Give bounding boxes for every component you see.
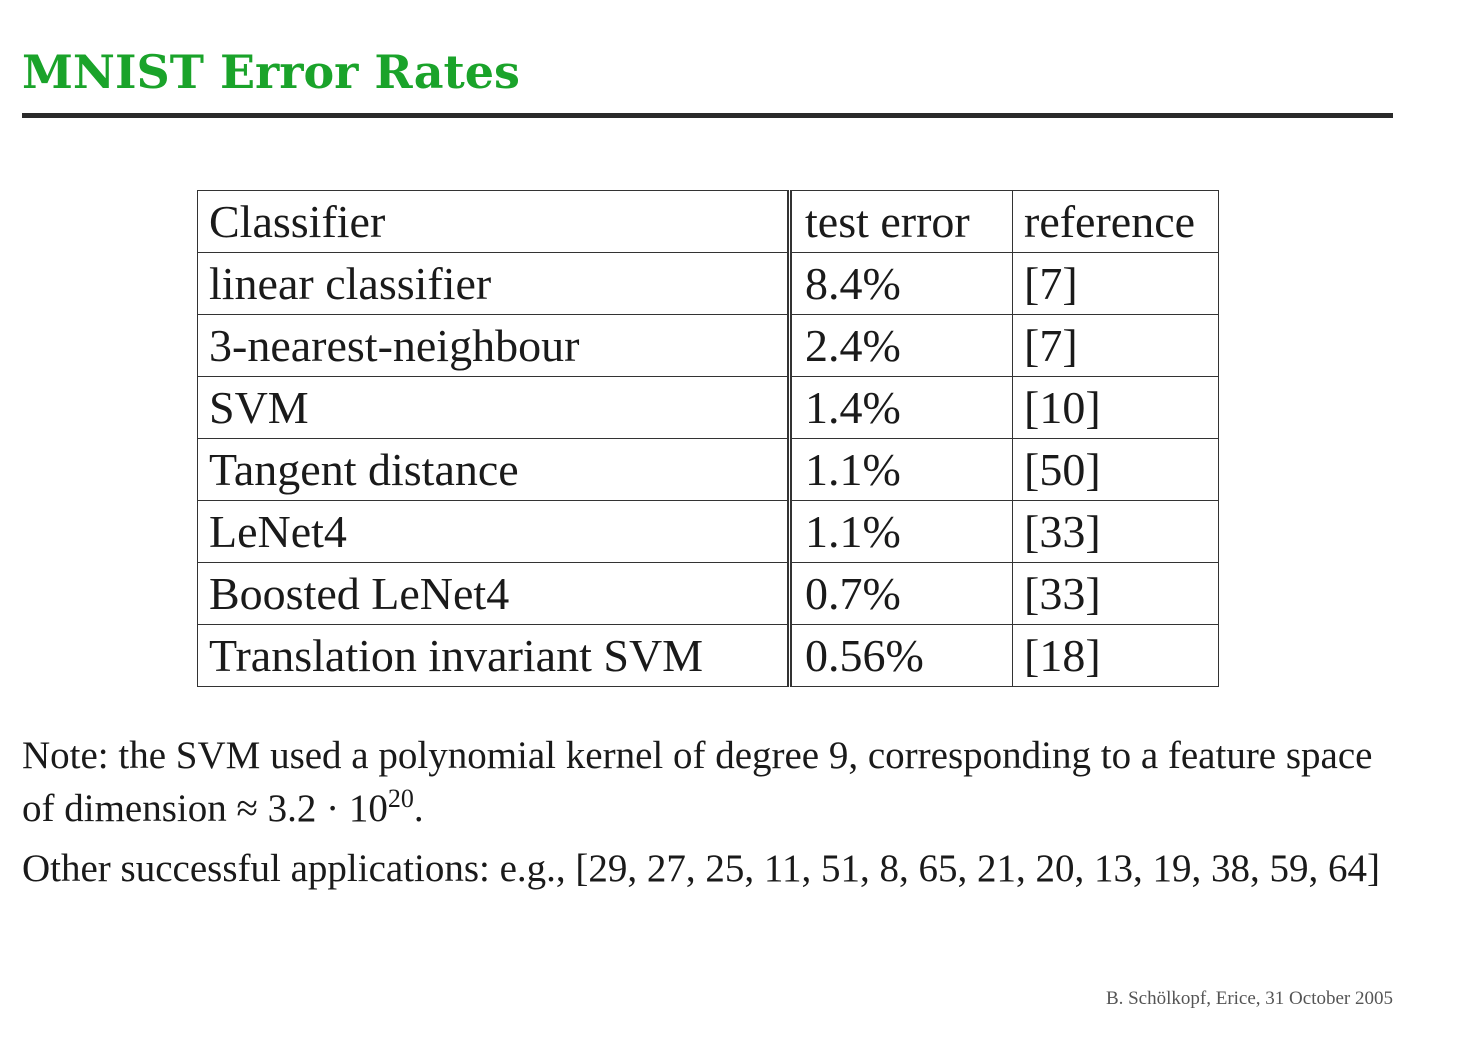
cell-reference: [10] [1013,377,1219,439]
table-row [198,501,1219,563]
cell-test-error: 1.4% [790,377,1013,439]
error-rates-table [197,190,1219,687]
cell-reference: [7] [1013,315,1219,377]
cell-reference: [50] [1013,439,1219,501]
table-row [198,315,1219,377]
note-end: . [413,787,424,830]
cell-classifier: linear classifier [198,253,790,315]
table-row [198,253,1219,315]
cell-reference: [7] [1013,253,1219,315]
cell-test-error: 0.56% [790,625,1013,687]
slide-title: MNIST Error Rates [22,45,520,99]
table-row [198,563,1219,625]
table-header-row [198,191,1219,253]
cell-classifier: Tangent distance [198,439,790,501]
cell-reference: [18] [1013,625,1219,687]
cell-test-error: 1.1% [790,439,1013,501]
header-classifier: Classifier [198,191,790,253]
table-row [198,625,1219,687]
slide-footer: B. Schölkopf, Erice, 31 October 2005 [1105,988,1393,1009]
other-applications: Other successful applications: e.g., [29, 27, 25, 11, 51, 8, 65, 21, 20, 13, 19, 38, 59, 64] [22,847,1380,890]
note-text: Note: the SVM used a polynomial kernel of degree 9, corresponding to a feature space of dimension ≈ 3.2 · 10 [22,734,1373,830]
cell-classifier: Translation invariant SVM [198,625,790,687]
cell-test-error: 2.4% [790,315,1013,377]
cell-classifier: SVM [198,377,790,439]
svm-note [22,729,1394,835]
cell-classifier: Boosted LeNet4 [198,563,790,625]
cell-classifier: LeNet4 [198,501,790,563]
note-exponent: 20 [387,784,414,813]
header-reference: reference [1013,191,1219,253]
cell-test-error: 1.1% [790,501,1013,563]
cell-test-error: 0.7% [790,563,1013,625]
cell-reference: [33] [1013,501,1219,563]
cell-classifier: 3-nearest-neighbour [198,315,790,377]
table-row [198,377,1219,439]
title-rule [22,113,1393,118]
cell-reference: [33] [1013,563,1219,625]
cell-test-error: 8.4% [790,253,1013,315]
header-test-error: test error [790,191,1013,253]
table-row [198,439,1219,501]
